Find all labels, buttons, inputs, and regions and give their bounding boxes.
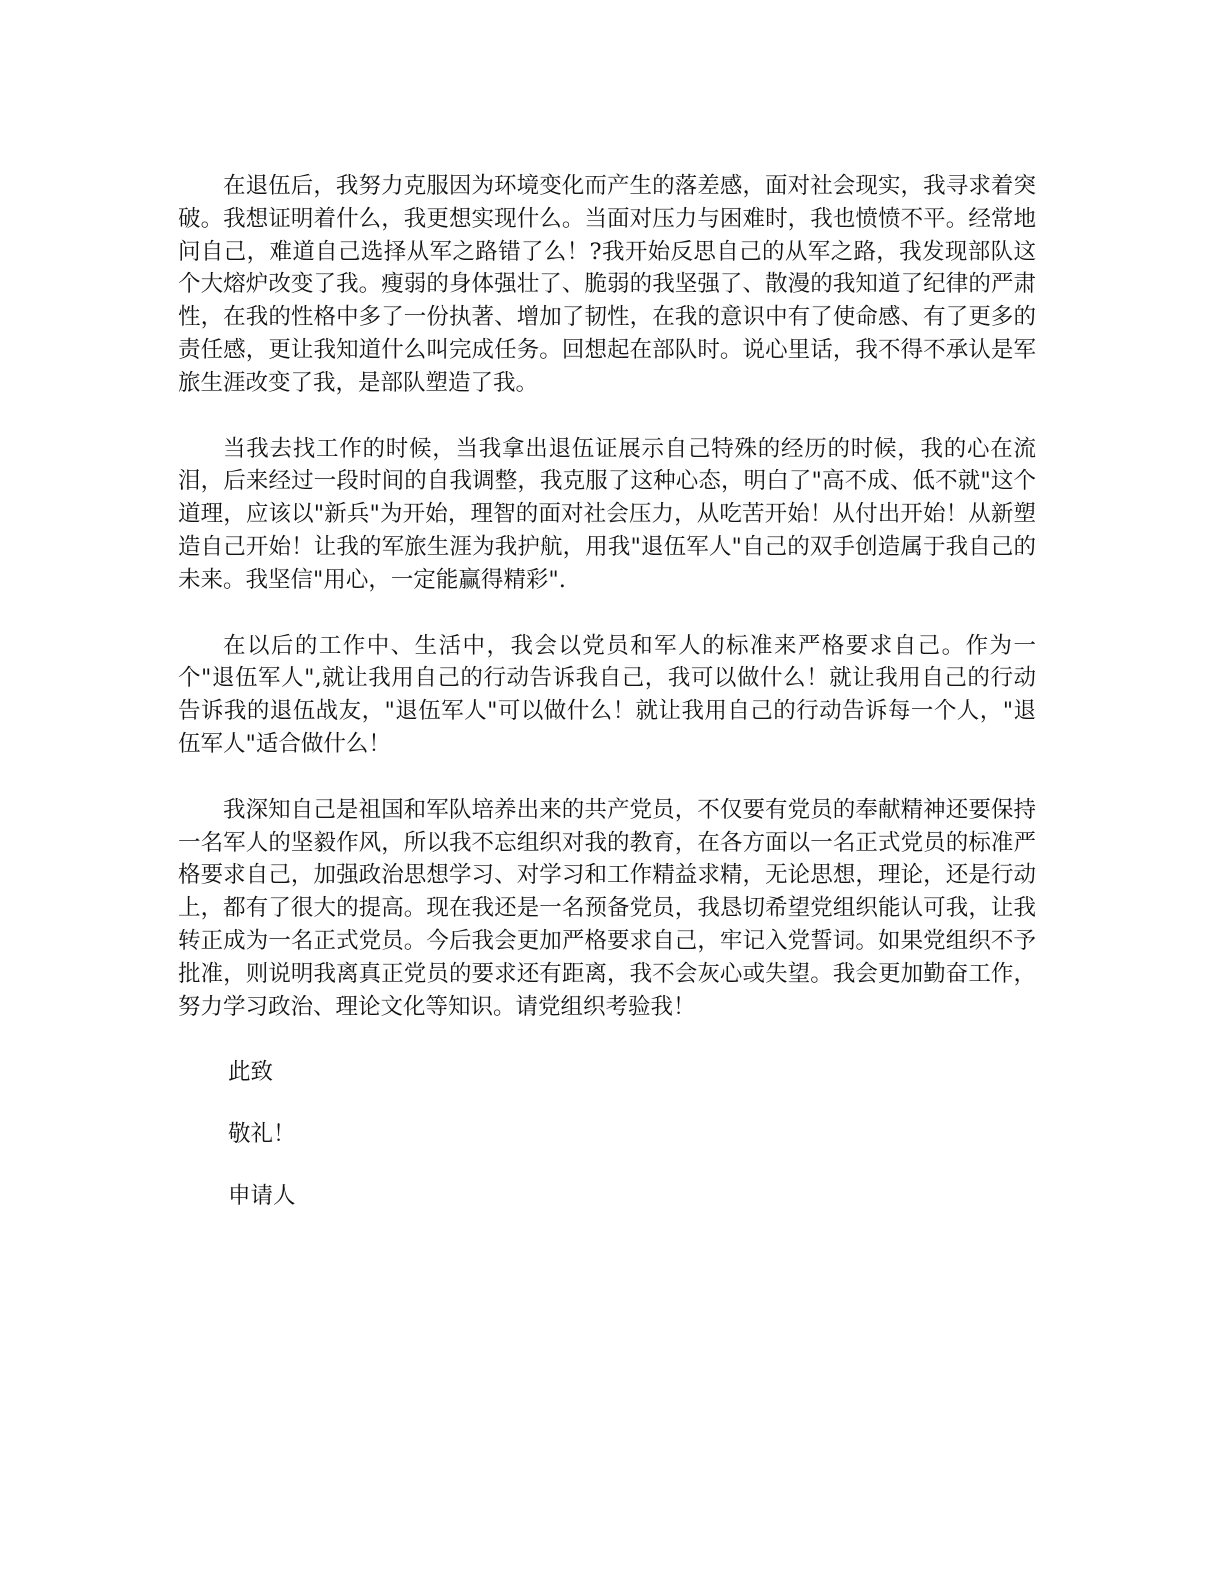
letter-body (178, 170, 1036, 1242)
applicant-label: 申请人 (228, 1182, 296, 1209)
paragraph-3: 在以后的工作中、生活中，我会以党员和军人的标准来严格要求自己。作为一个"退伍军人",就让我用自己的行动告诉我自己，我可以做什么！就让我用自己的行动告诉我的退伍战友，"退伍军人"可以做什么！就让我用自己的行动告诉每一个人，"退伍军人"适合做什么！ (178, 632, 1036, 757)
closing-salutation: 此致 (228, 1059, 274, 1086)
paragraph-2: 当我去找工作的时候，当我拿出退伍证展示自己特殊的经历的时候，我的心在流泪，后来经过一段时间的自我调整，我克服了这种心态，明白了"高不成、低不就"这个道理，应该以"新兵"为开始，理智的面对社会压力，从吃苦开始！从付出开始！从新塑造自己开始！让我的军旅生涯为我护航，用我"退伍军人"自己的双手创造属于我自己的未来。我坚信"用心，一定能赢得精彩". (178, 435, 1036, 593)
paragraph-4: 我深知自己是祖国和军队培养出来的共产党员，不仅要有党员的奉献精神还要保持一名军人的坚毅作风，所以我不忘组织对我的教育，在各方面以一名正式党员的标准严格要求自己，加强政治思想学习、对学习和工作精益求精，无论思想，理论，还是行动上，都有了很大的提高。现在我还是一名预备党员，我恳切希望党组织能认可我，让我转正成为一名正式党员。今后我会更加严格要求自己，牢记入党誓词。如果党组织不予批准，则说明我离真正党员的要求还有距离，我不会灰心或失望。我会更加勤奋工作，努力学习政治、理论文化等知识。请党组织考验我！ (178, 796, 1036, 1020)
paragraph-1: 在退伍后，我努力克服因为环境变化而产生的落差感，面对社会现实，我寻求着突破。我想证明着什么，我更想实现什么。当面对压力与困难时，我也愤愤不平。经常地问自己，难道自己选择从军之路错了么！?我开始反思自己的从军之路，我发现部队这个大熔炉改变了我。瘦弱的身体强壮了、脆弱的我坚强了、散漫的我知道了纪律的严肃性，在我的性格中多了一份执著、增加了韧性，在我的意识中有了使命感、有了更多的责任感，更让我知道什么叫完成任务。回想起在部队时。说心里话，我不得不承认是军旅生涯改变了我，是部队塑造了我。 (178, 173, 1036, 396)
closing-regards: 敬礼！ (228, 1121, 296, 1148)
